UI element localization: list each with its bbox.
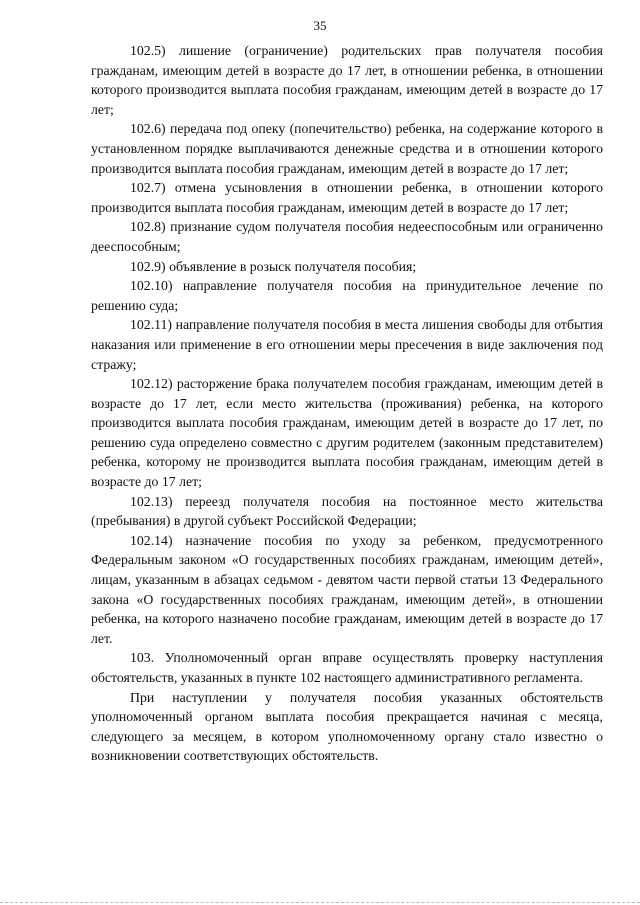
paragraph-102-13: 102.13) переезд получателя пособия на постоянное место жительства (пребывания) в другой субъект Российской Федерации; [91,493,603,529]
paragraph-102-14: 102.14) назначение пособия по уходу за ребенком, предусмотренного Федеральным законом «О государственных пособиях гражданам, имеющим детей», лицам, указанным в абзацах седьмом - девятом части первой статьи 13 Федерального закона «О государственных пособиях гражданам, имеющим детей», в отношении ребенка, на которого назначено пособие гражданам, имеющим детей в возрасте до 17 лет. [91,532,603,646]
paragraph-102-11: 102.11) направление получателя пособия в места лишения свободы для отбытия наказания или применение в его отношении меры пресечения в виде заключения под стражу; [91,317,603,372]
paragraph-102-5: 102.5) лишение (ограничение) родительских прав получателя пособия гражданам, имеющим детей в возрасте до 17 лет, в отношении ребенка, в отношении которого производится выплата пособия гражданам, имеющим детей в возрасте до 17 лет; [91,43,603,117]
paragraph-102-9: 102.9) объявление в розыск получателя пособия; [130,258,417,274]
paragraph-102-10: 102.10) направление получателя пособия на принудительное лечение по решению суда; [91,278,603,313]
paragraph-103: 103. Уполномоченный орган вправе осуществлять проверку наступления обстоятельств, указанных в пункте 102 настоящего административного регламента. [91,650,603,685]
paragraph-102-6: 102.6) передача под опеку (попечительство) ребенка, на содержание которого в установленном порядке выплачиваются денежные средства и в отношении которого производится выплата пособия гражданам, имеющим детей в возрасте до 17 лет; [91,121,603,176]
paragraph-102-8: 102.8) признание судом получателя пособия недееспособным или ограниченно дееспособным; [91,219,603,254]
document-body [91,41,603,766]
scan-edge-divider [0,902,640,903]
paragraph-102-12: 102.12) расторжение брака получателем пособия гражданам, имеющим детей в возрасте до 17 лет, если место жительства (проживания) ребенка, на которого производится выплата пособия гражданам, имеющим детей в возрасте до 17 лет, по решению суда определено совместно с другим родителем (законным представителем) ребенка, которому не производится выплата пособия гражданам, имеющим детей в возрасте до 17 лет; [91,376,603,490]
paragraph-termination: При наступлении у получателя пособия указанных обстоятельств уполномоченный органом выплата пособия прекращается начиная с месяца, следующего за месяцем, в котором уполномоченному органу стало известно о возникновении соответствующих обстоятельств. [91,689,603,764]
page-number: 35 [313,18,327,33]
paragraph-102-7: 102.7) отмена усыновления в отношении ребенка, в отношении которого производится выплата пособия гражданам, имеющим детей в возрасте до 17 лет; [91,180,603,215]
